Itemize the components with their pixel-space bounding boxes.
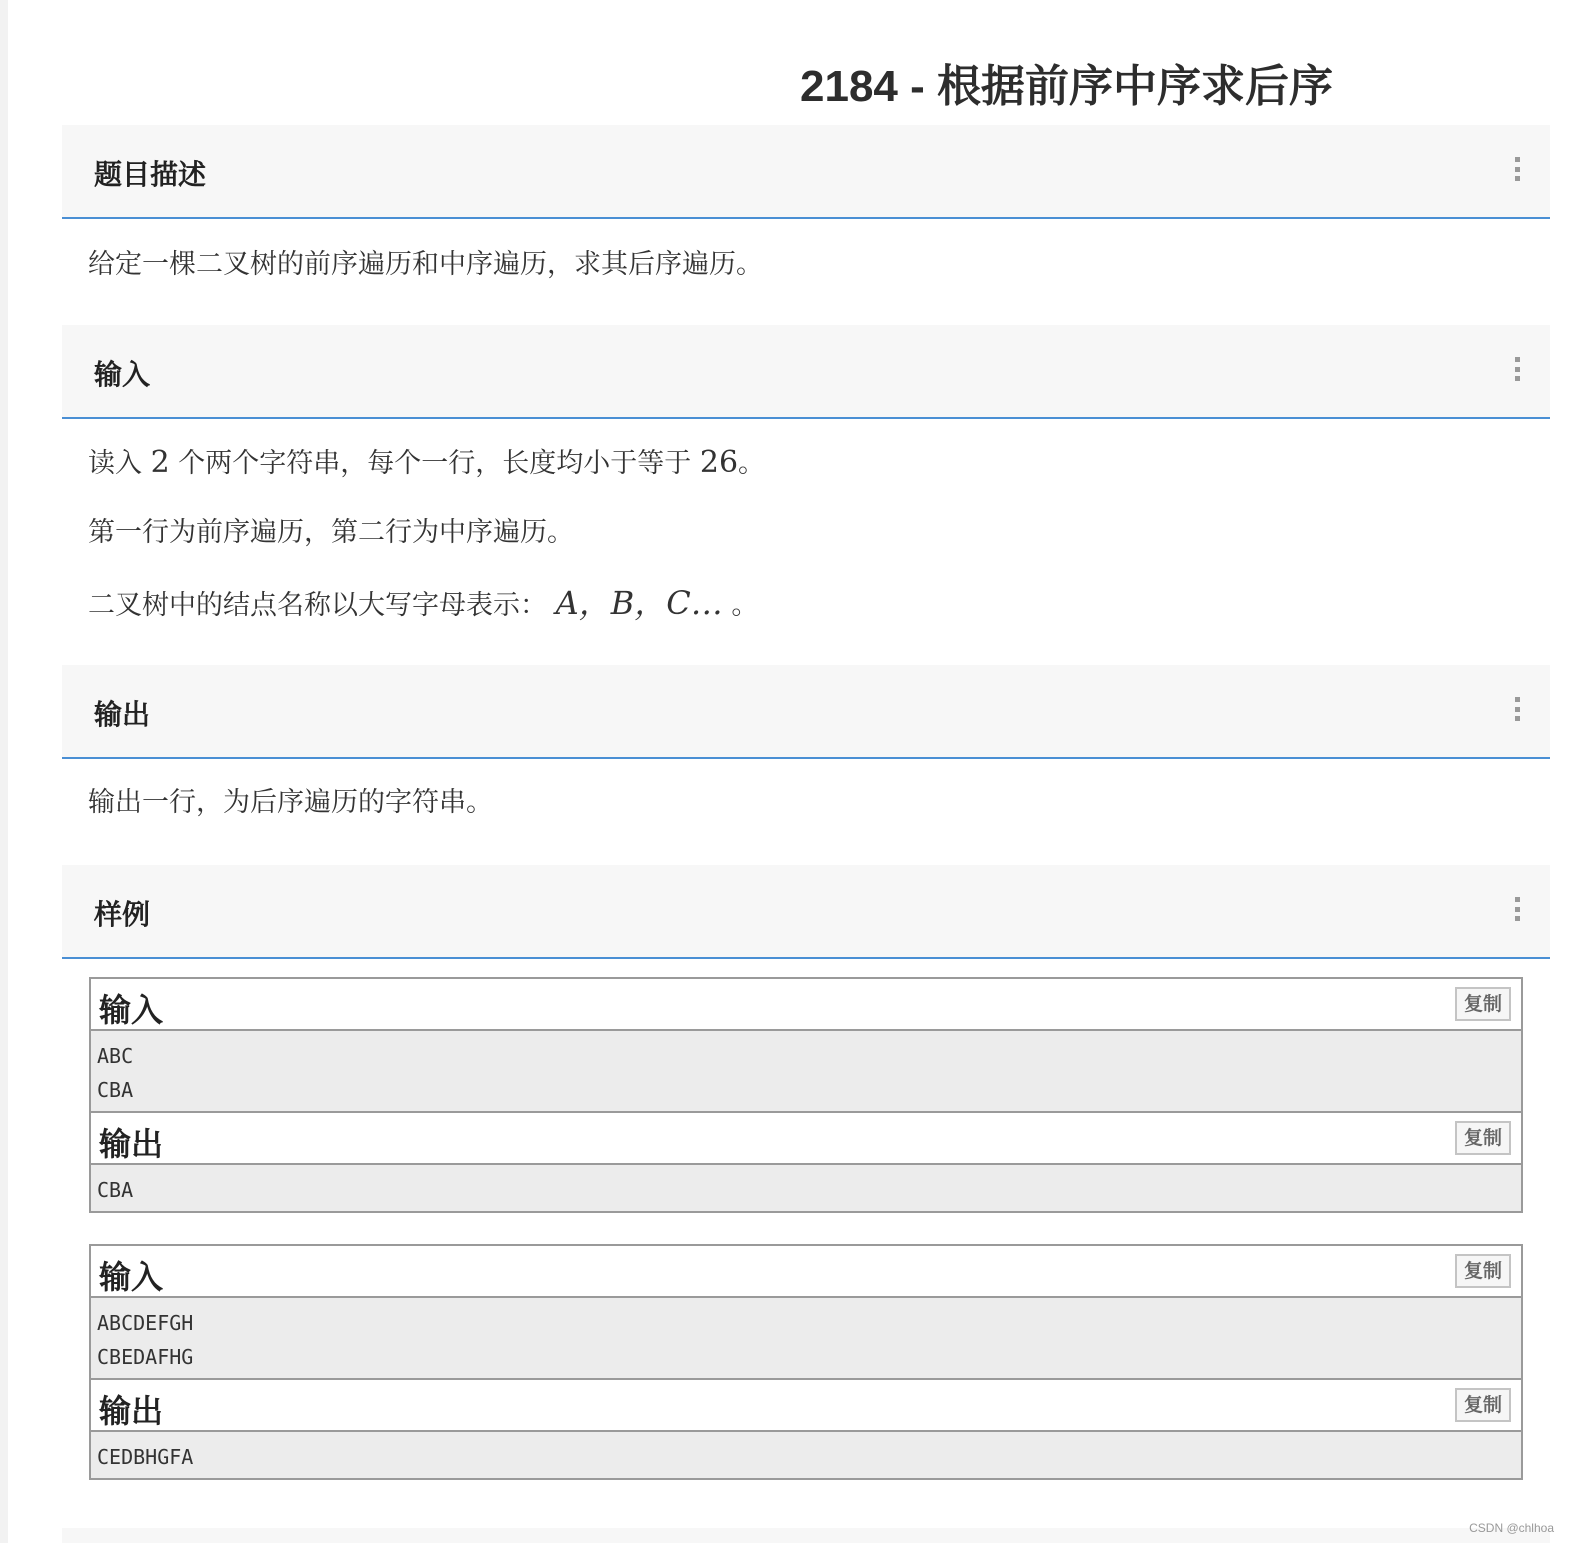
input-count: 2 [150, 445, 170, 480]
sample-input-label: 输入 [99, 1258, 164, 1296]
sample-output-line: CEDBHGFA [97, 1445, 194, 1469]
sample-box-2 [89, 1244, 1523, 1480]
copy-input-button[interactable]: 复制 [1455, 987, 1511, 1021]
input-line-1-text: 读入 [88, 448, 151, 479]
sample-input-header [91, 1246, 1521, 1298]
sample-input-label: 输入 [99, 991, 164, 1029]
input-line-1 [88, 443, 765, 513]
section-body-description [88, 245, 763, 315]
output-text: 输出一行，为后序遍历的字符串。 [88, 787, 493, 818]
copy-output-button[interactable]: 复制 [1455, 1388, 1511, 1422]
input-line-3-text: 二叉树中的结点名称以大写字母表示： [88, 590, 547, 621]
sample-output-header [91, 1113, 1521, 1165]
description-text: 给定一棵二叉树的前序遍历和中序遍历，求其后序遍历。 [88, 249, 763, 280]
section-body-output [88, 783, 493, 853]
sample-input-line: CBA [97, 1078, 134, 1102]
section-title-samples: 样例 [94, 898, 151, 931]
section-header-output [62, 665, 1550, 759]
section-body-input [88, 443, 765, 653]
section-header-description [62, 125, 1550, 219]
sample-input-line: ABCDEFGH [97, 1311, 194, 1335]
input-line-2: 第一行为前序遍历，第二行为中序遍历。 [88, 517, 574, 548]
sample-input-line: ABC [97, 1044, 134, 1068]
page-title: 2184 - 根据前序中序求后序 [800, 62, 1333, 111]
sample-output-line: CBA [97, 1178, 134, 1202]
section-header-input [62, 325, 1550, 419]
input-max-length: 26 [699, 445, 739, 480]
sample-output-label: 输出 [99, 1125, 164, 1163]
sample-input-data [91, 1298, 1521, 1380]
sample-input-header [91, 979, 1521, 1031]
watermark: CSDN @chlhoa [1469, 1521, 1554, 1535]
input-line-3-end: 。 [731, 590, 759, 621]
input-line-3 [88, 583, 765, 653]
kebab-menu-icon[interactable] [1514, 357, 1520, 381]
sample-output-data [91, 1432, 1521, 1478]
section-header-samples [62, 865, 1550, 959]
copy-output-button[interactable]: 复制 [1455, 1121, 1511, 1155]
section-title-description: 题目描述 [94, 158, 207, 191]
sample-box-1 [89, 977, 1523, 1213]
kebab-menu-icon[interactable] [1514, 157, 1520, 181]
sample-input-data [91, 1031, 1521, 1113]
next-section-edge [62, 1528, 1550, 1543]
input-line-3-math: A，B，C… [555, 584, 723, 622]
input-line-1-mid: 个两个字符串，每个一行，长度均小于等于 [169, 448, 700, 479]
copy-input-button[interactable]: 复制 [1455, 1254, 1511, 1288]
sample-output-header [91, 1380, 1521, 1432]
input-line-1-end: 。 [738, 448, 766, 479]
kebab-menu-icon[interactable] [1514, 697, 1520, 721]
sample-input-line: CBEDAFHG [97, 1345, 194, 1369]
kebab-menu-icon[interactable] [1514, 897, 1520, 921]
section-title-input: 输入 [94, 358, 151, 391]
sample-output-label: 输出 [99, 1392, 164, 1430]
section-title-output: 输出 [94, 698, 151, 731]
left-edge-strip [0, 0, 8, 1543]
sample-output-data [91, 1165, 1521, 1211]
